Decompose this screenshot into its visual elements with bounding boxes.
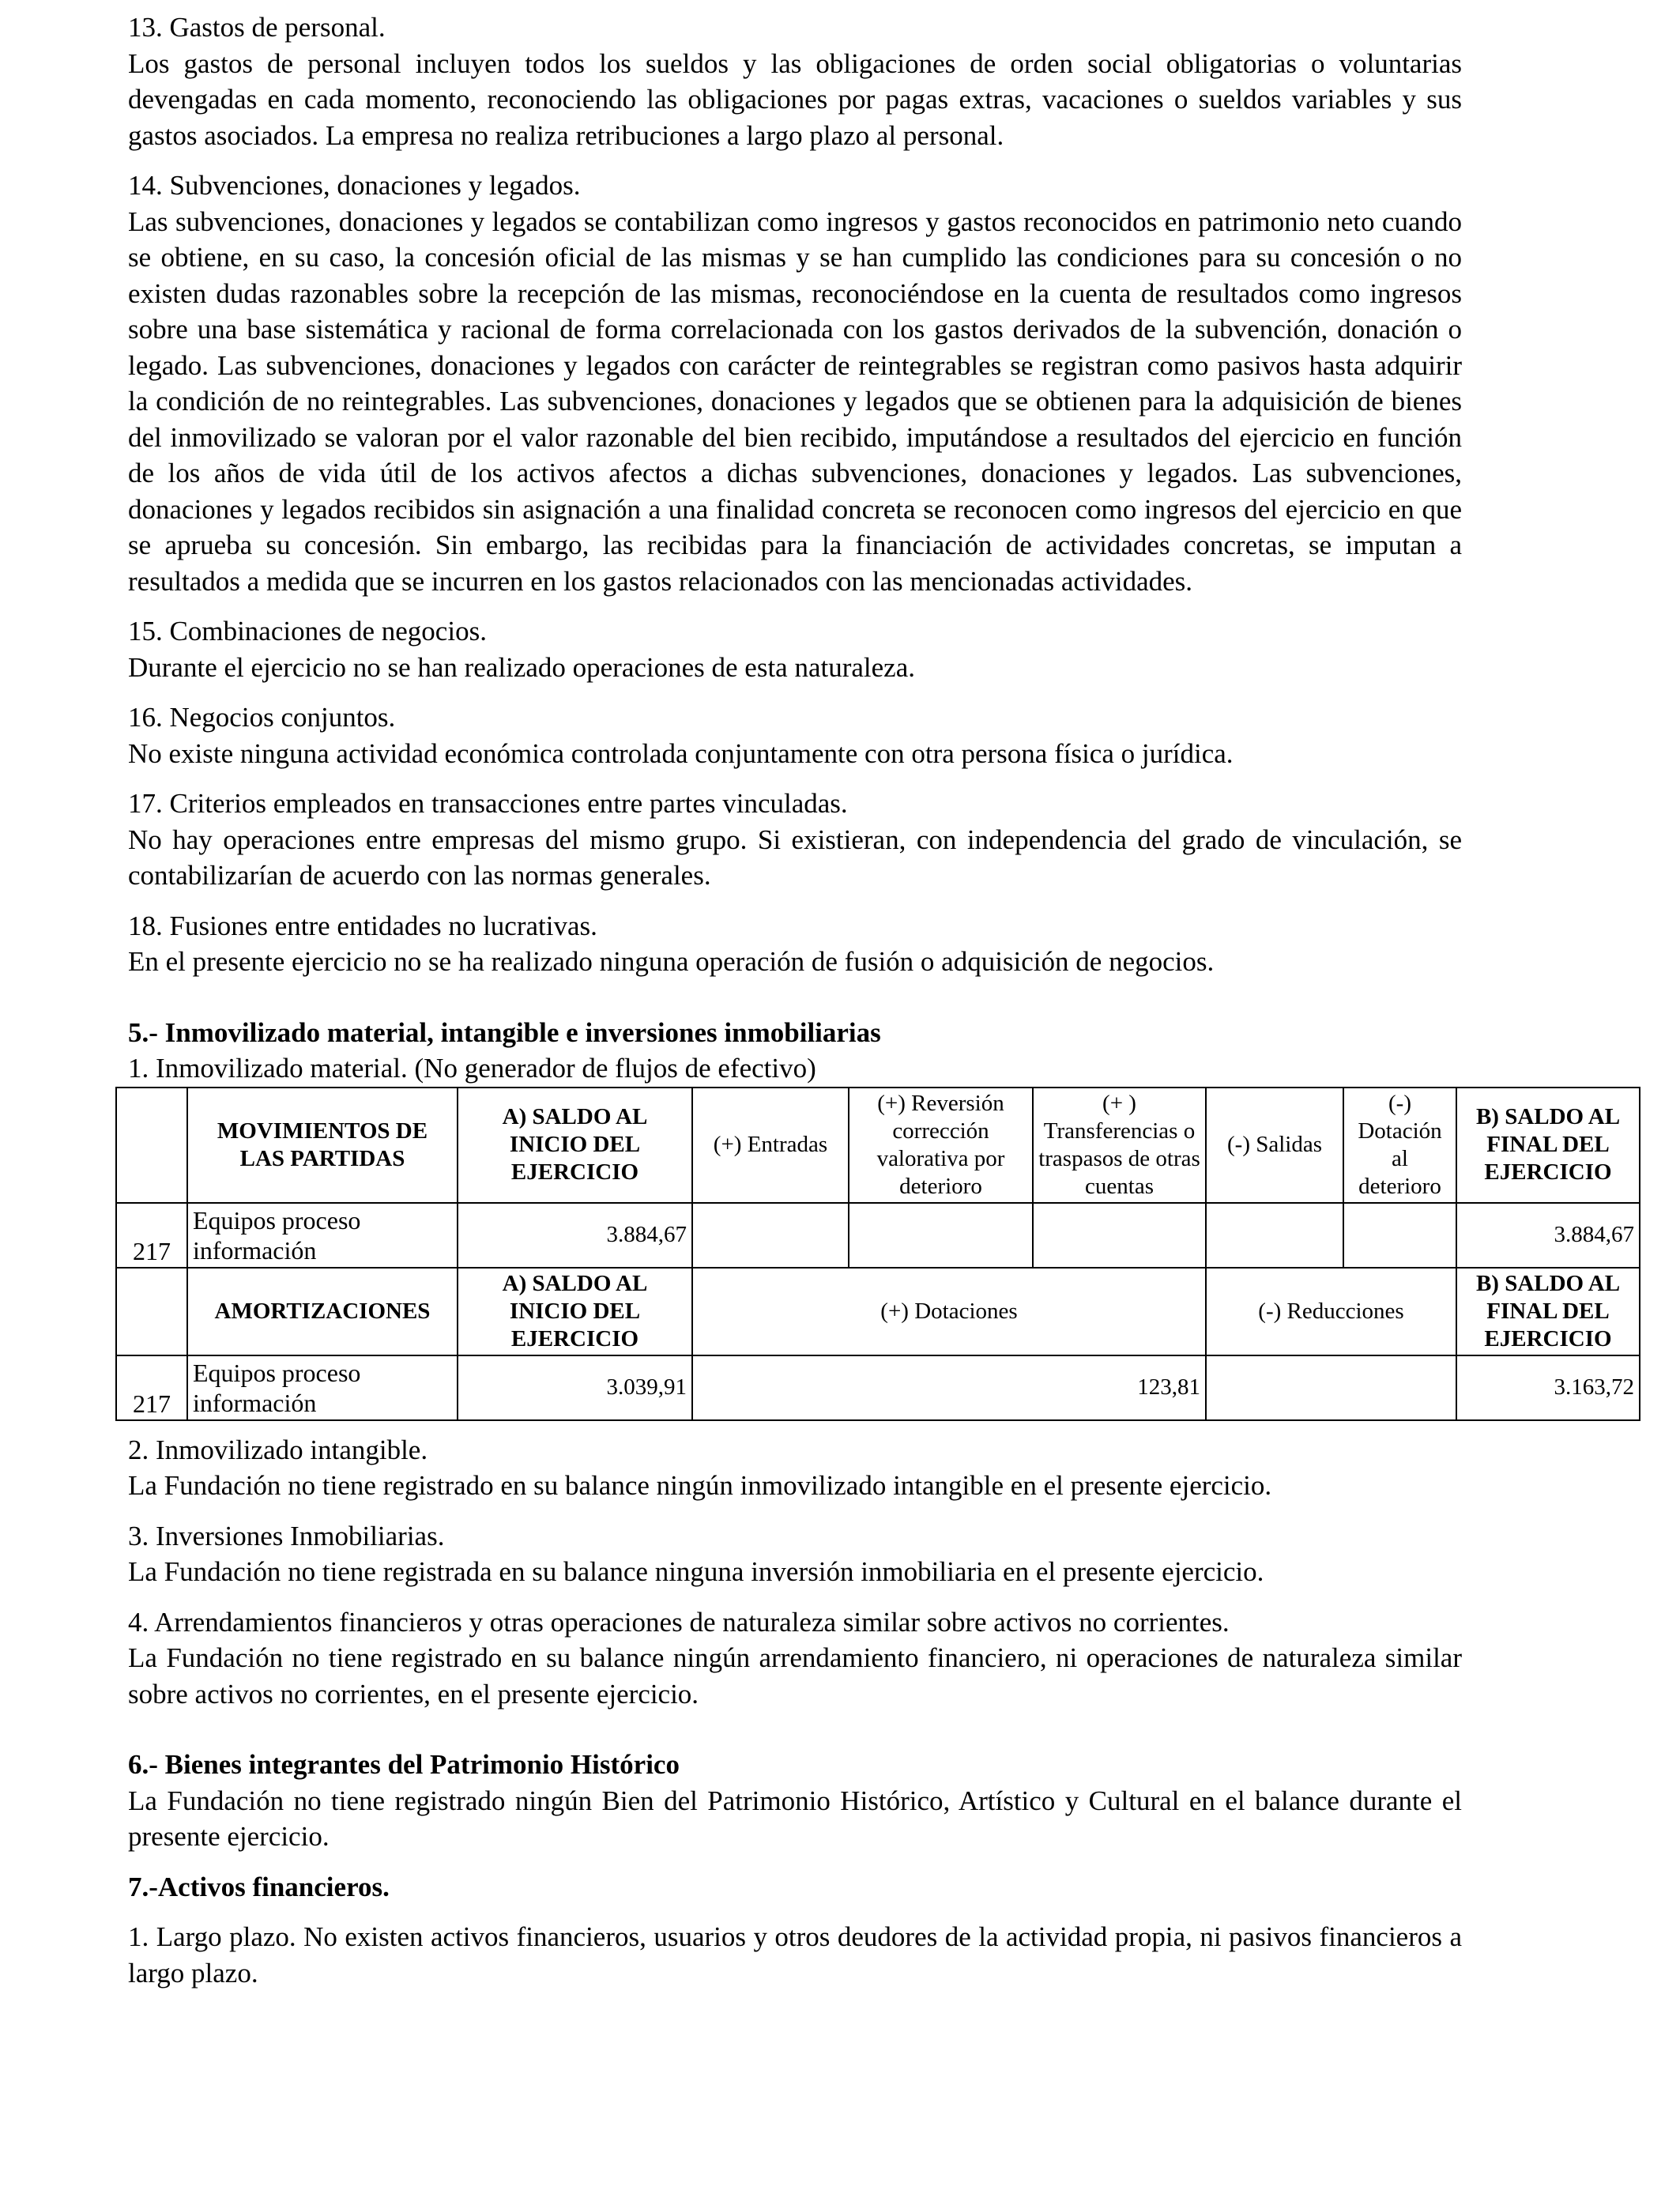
chapter-body: La Fundación no tiene registrado ningún Bien del Patrimonio Histórico, Artístico y Cultural en el balance durante el presente ejercicio. xyxy=(128,1785,1462,1852)
section-body: No hay operaciones entre empresas del mismo grupo. Si existieran, con independencia del grado de vinculación, se contabilizarían de acuerdo con las normas generales. xyxy=(128,824,1462,891)
section-14 xyxy=(128,168,1462,599)
col-header-salidas: (-) Salidas xyxy=(1206,1088,1343,1203)
section-body: Las subvenciones, donaciones y legados se contabilizan como ingresos y gastos reconocidos en patrimonio neto cuando se obtiene, en su caso, la concesión oficial de las mismas y se han cumplido las condiciones para su concesión o no existen dudas razonables sobre la recepción de las mismas, reconociéndose en la cuenta de resultados como ingresos sobre una base sistemática y racional de forma correlacionada con los gastos derivados de la subvención, donación o legado. Las subvenciones, donaciones y legados con carácter de reintegrables se registran como pasivos hasta adquirir la condición de no reintegrables. Las subvenciones, donaciones y legados que se obtienen para la adquisición de bienes del inmovilizado se valoran por el valor razonable del bien recibido, imputándose a resultados del ejercicio en función de los años de vida útil de los activos afectos a dichas subvenciones, donaciones y legados. Las subvenciones, donaciones y legados recibidos sin asignación a una finalidad concreta se reconocen como ingresos del ejercicio en que se aprueba su concesión. Sin embargo, las recibidas para la financiación de actividades concretas, se imputan a resultados a medida que se incurren en los gastos relacionados con las mencionadas actividades. xyxy=(128,205,1462,597)
entradas-value xyxy=(692,1203,849,1268)
table-header-row xyxy=(116,1268,1640,1355)
dotacion-deterioro-value xyxy=(1343,1203,1456,1268)
section-heading: 14. Subvenciones, donaciones y legados. xyxy=(128,170,581,201)
section-body: Los gastos de personal incluyen todos los sueldos y las obligaciones de orden social obligatorias o voluntarias devengadas en cada momento, reconociendo las obligaciones por pagas extras, vacaciones o sueldos variables y sus gastos asociados. La empresa no realiza retribuciones a largo plazo al personal. xyxy=(128,47,1462,151)
section-body: En el presente ejercicio no se ha realizado ninguna operación de fusión o adquisición de negocios. xyxy=(128,946,1215,977)
item-label: Equipos proceso información xyxy=(187,1355,458,1420)
col-header-amortizaciones: AMORTIZACIONES xyxy=(187,1268,458,1355)
col-header-saldo-inicio: A) SALDO AL INICIO DEL EJERCICIO xyxy=(458,1088,692,1203)
transferencias-value xyxy=(1033,1203,1206,1268)
item-label: Equipos proceso información xyxy=(187,1203,458,1268)
saldo-inicio-value: 3.884,67 xyxy=(458,1203,692,1268)
account-code: 217 xyxy=(116,1355,187,1420)
section-body: No existe ninguna actividad económica controlada conjuntamente con otra persona física o jurídica. xyxy=(128,737,1234,769)
section-15 xyxy=(128,613,1462,685)
section-heading: 16. Negocios conjuntos. xyxy=(128,702,396,733)
col-header-saldo-final: B) SALDO AL FINAL DEL EJERCICIO xyxy=(1456,1088,1640,1203)
col-header-dotaciones: (+) Dotaciones xyxy=(692,1268,1206,1355)
saldo-final-value: 3.884,67 xyxy=(1456,1203,1640,1268)
section-heading: 18. Fusiones entre entidades no lucrativas. xyxy=(128,910,597,941)
reducciones-value xyxy=(1206,1355,1456,1420)
col-header-entradas: (+) Entradas xyxy=(692,1088,849,1203)
section-body: Durante el ejercicio no se han realizado operaciones de esta naturaleza. xyxy=(128,651,915,683)
table-row xyxy=(116,1355,1640,1420)
subsection-heading: 4. Arrendamientos financieros y otras operaciones de naturaleza similar sobre activos no corrientes. xyxy=(128,1606,1230,1638)
table-header-row xyxy=(116,1088,1640,1203)
subsection-body: La Fundación no tiene registrado en su balance ningún inmovilizado intangible en el presente ejercicio. xyxy=(128,1470,1272,1501)
subsection-heading: 3. Inversiones Inmobiliarias. xyxy=(128,1520,445,1551)
chapter-5 xyxy=(128,1015,1462,1087)
subsection-heading: 2. Inmovilizado intangible. xyxy=(128,1434,428,1465)
chapter-title: 7.-Activos financieros. xyxy=(128,1871,390,1902)
subsection-3 xyxy=(128,1518,1462,1590)
section-heading: 13. Gastos de personal. xyxy=(128,12,386,43)
dotaciones-value: 123,81 xyxy=(692,1355,1206,1420)
subsection-body: La Fundación no tiene registrado en su balance ningún arrendamiento financiero, ni operaciones de naturaleza similar sobre activos no corrientes, en el presente ejercicio. xyxy=(128,1642,1462,1710)
salidas-value xyxy=(1206,1203,1343,1268)
section-16 xyxy=(128,699,1462,771)
subsection-body: La Fundación no tiene registrada en su balance ninguna inversión inmobiliaria en el presente ejercicio. xyxy=(128,1556,1264,1587)
col-header-saldo-final: B) SALDO AL FINAL DEL EJERCICIO xyxy=(1456,1268,1640,1355)
account-code: 217 xyxy=(116,1203,187,1268)
col-header-reducciones: (-) Reducciones xyxy=(1206,1268,1456,1355)
subsection-4 xyxy=(128,1604,1462,1713)
chapter-6 xyxy=(128,1747,1462,1855)
chapter-title: 5.- Inmovilizado material, intangible e inversiones inmobiliarias xyxy=(128,1016,881,1048)
section-heading: 17. Criterios empleados en transacciones entre partes vinculadas. xyxy=(128,788,848,819)
table-cell-empty xyxy=(116,1268,187,1355)
chapter-body: 1. Largo plazo. No existen activos financieros, usuarios y otros deudores de la actividad propia, ni pasivos financieros a largo plazo. xyxy=(128,1921,1462,1989)
col-header-reversion: (+) Reversión corrección valorativa por deterioro xyxy=(849,1088,1033,1203)
chapter-title: 6.- Bienes integrantes del Patrimonio Histórico xyxy=(128,1749,680,1780)
table-cell-empty xyxy=(116,1088,187,1203)
col-header-saldo-inicio: A) SALDO AL INICIO DEL EJERCICIO xyxy=(458,1268,692,1355)
section-17 xyxy=(128,786,1462,894)
section-18 xyxy=(128,908,1462,980)
subsection-2 xyxy=(128,1432,1462,1504)
table-row xyxy=(116,1203,1640,1268)
col-header-transferencias: (+ ) Transferencias o traspasos de otras cuentas xyxy=(1033,1088,1206,1203)
col-header-dotacion-deterioro: (-) Dotación al deterioro xyxy=(1343,1088,1456,1203)
reversion-value xyxy=(849,1203,1033,1268)
saldo-final-value: 3.163,72 xyxy=(1456,1355,1640,1420)
subsection-heading: 1. Inmovilizado material. (No generador de flujos de efectivo) xyxy=(128,1053,816,1084)
section-heading: 15. Combinaciones de negocios. xyxy=(128,616,487,647)
document-page xyxy=(128,9,1634,1991)
chapter-7 xyxy=(128,1869,1462,1992)
inmovilizado-table xyxy=(115,1087,1640,1421)
col-header-movimientos: MOVIMIENTOS DE LAS PARTIDAS xyxy=(187,1088,458,1203)
saldo-inicio-value: 3.039,91 xyxy=(458,1355,692,1420)
section-13 xyxy=(128,9,1462,153)
